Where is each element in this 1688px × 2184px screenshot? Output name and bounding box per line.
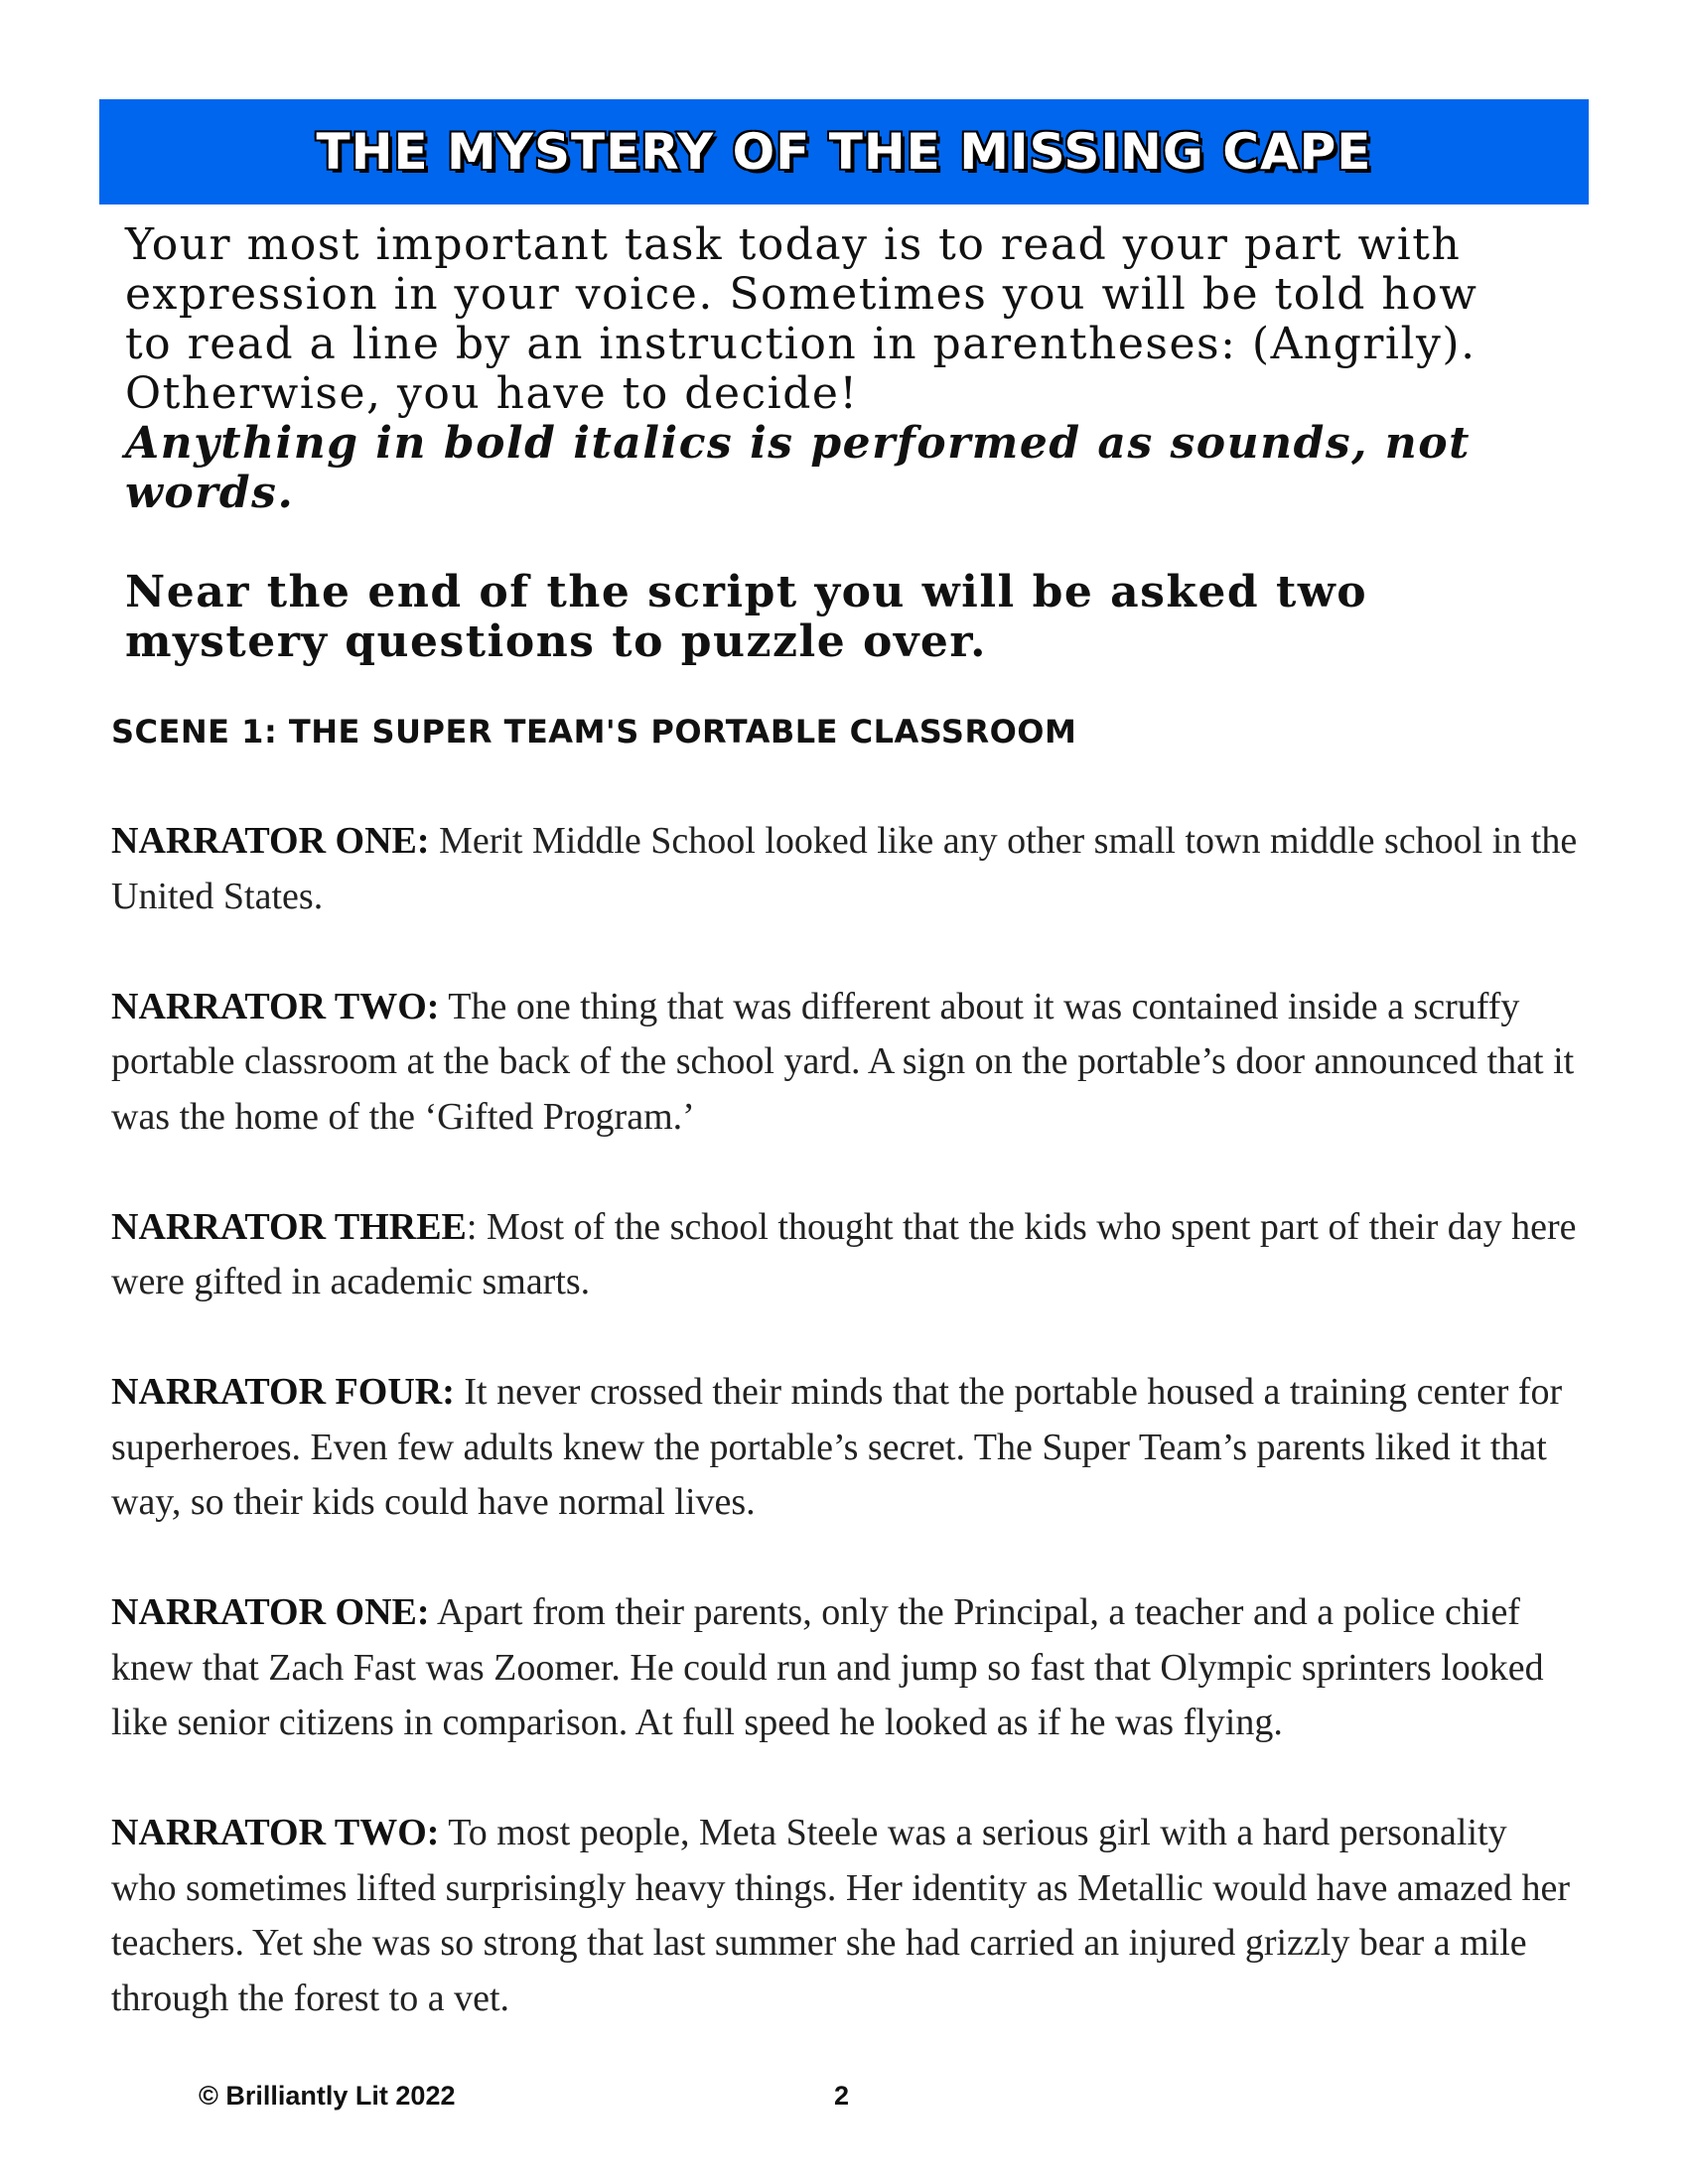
speaker-label: NARRATOR TWO: xyxy=(111,985,440,1027)
instructions xyxy=(125,220,1535,667)
script-line xyxy=(111,1585,1581,1751)
speaker-label: NARRATOR ONE: xyxy=(111,1591,430,1633)
instructions-paragraph: Your most important task today is to read your part with expression in your voice. Sometimes you will be told how to read a line by an instruction in parentheses: (Angrily). Otherwise, you have to decide! xyxy=(125,219,1478,419)
line-text: : Most of the school thought that the kids who spent part of their day here were gifted in academic smarts. xyxy=(111,1205,1577,1302)
copyright-notice: © Brilliantly Lit 2022 xyxy=(199,2081,456,2111)
bold-italic-note: Anything in bold italics is performed as sounds, not words. xyxy=(125,418,1471,518)
mystery-note: Near the end of the script you will be asked two mystery questions to puzzle over. xyxy=(125,567,1368,667)
line-text: It never crossed their minds that the portable housed a training center for superheroes. Even few adults knew the portable’s secret. The Super Team’s parents liked it that way, so their kids could have normal lives. xyxy=(111,1371,1563,1523)
script-line xyxy=(111,814,1581,924)
speaker-label: NARRATOR FOUR: xyxy=(111,1371,455,1413)
line-text: Merit Middle School looked like any other small town middle school in the United States. xyxy=(111,820,1578,917)
scene-heading: SCENE 1: THE SUPER TEAM'S PORTABLE CLASSROOM xyxy=(111,713,1077,751)
title-banner xyxy=(99,99,1589,205)
script-line xyxy=(111,1200,1581,1310)
page-number: 2 xyxy=(834,2081,850,2111)
speaker-label: NARRATOR ONE: xyxy=(111,820,430,862)
document-title: THE MYSTERY OF THE MISSING CAPE xyxy=(316,123,1372,181)
script-body xyxy=(111,814,1581,2082)
script-line xyxy=(111,1365,1581,1531)
line-text: Apart from their parents, only the Principal, a teacher and a police chief knew that Zach Fast was Zoomer. He could run and jump so fast that Olympic sprinters looked like senior citizens in comparison. At full speed he looked as if he was flying. xyxy=(111,1591,1544,1743)
line-text: The one thing that was different about it was contained inside a scruffy portable classroom at the back of the school yard. A sign on the portable’s door announced that it was the home of the ‘Gifted Program.’ xyxy=(111,985,1575,1138)
script-line xyxy=(111,1806,1581,2026)
script-line xyxy=(111,980,1581,1146)
speaker-label: NARRATOR THREE xyxy=(111,1205,467,1248)
speaker-label: NARRATOR TWO: xyxy=(111,1812,440,1853)
line-text: To most people, Meta Steele was a serious girl with a hard personality who sometimes lifted surprisingly heavy things. Her identity as Metallic would have amazed her teachers. Yet she was so strong that last summer she had carried an injured grizzly bear a mile through the forest to a vet. xyxy=(111,1812,1570,2019)
